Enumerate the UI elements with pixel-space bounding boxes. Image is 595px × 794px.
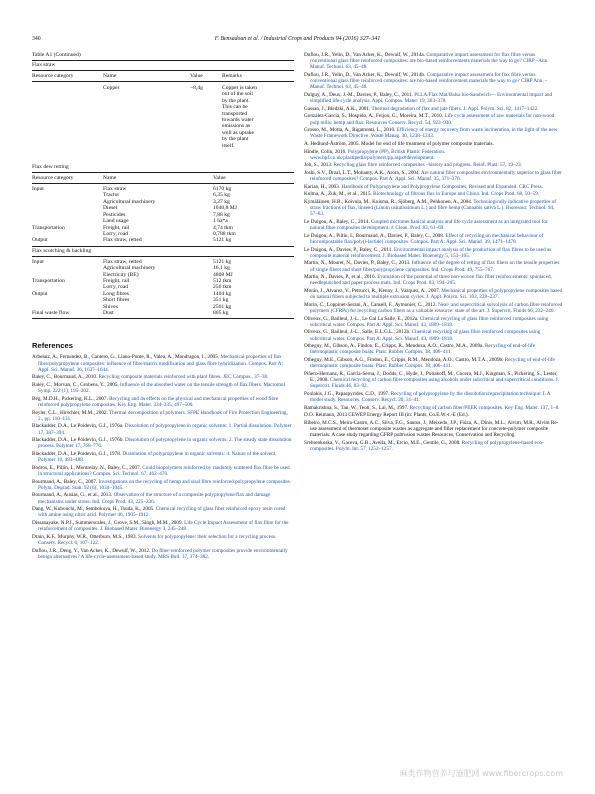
- remark-line: well as uptake: [222, 129, 254, 136]
- table-caption: Table A1 (Continued): [32, 52, 81, 58]
- reference-entry: [304, 302, 563, 314]
- reference-authors: Martin, N., Davies, P., et al., 2016.: [304, 274, 378, 281]
- reference-link[interactable]: Evaluation of the potential of three non-woven flax fiber reinforcements: spunlaced, needlepunched and paper process mats. Ind. Crops Prod. 83, 194–205.: [310, 274, 552, 287]
- table-rule: [32, 256, 294, 257]
- right-column: [304, 52, 563, 454]
- reference-link[interactable]: Recycling of end-of-life thermoplastic composite boats. Plast. Rubber Compos. 38, 406–411.: [310, 343, 536, 356]
- reference-authors: Ribeiro, M.C.S., Meira-Castro, A.C., Silva, F.G., Santos, J., Meixedo, J.P., Fiúza, A., Dinis, M.L., Alvim, M.R., Alvim Re-use assessment of thermoset composite wastes as aggregate and filler replacement for concrete-polymer composite materials: A case study regarding GFRP pultrusion wastes Resources, Conservation and Recycling.: [304, 419, 559, 439]
- remark-line: towards water: [222, 117, 254, 124]
- column-header: Name: [103, 175, 117, 182]
- dew-retting-header: [32, 173, 294, 183]
- reference-entry: [304, 52, 563, 71]
- scutching-table: [32, 259, 294, 317]
- table-cell-category: Input: [32, 186, 44, 193]
- reference-authors: Baley, C., Morvan, C., Grohens, Y., 2005.: [32, 381, 120, 388]
- table-cell-category: Transportation: [32, 224, 65, 231]
- reference-link[interactable]: Coupled micromechanical analysis and life cycle assessment as an integrated tool for natural fibre composites development. J. Clean. Prod. 83, 61–69.: [310, 218, 548, 232]
- table-cell-category: Output: [32, 290, 48, 297]
- reference-link[interactable]: Near- and supercritical solvolysis of carbon fibre reinforced polymers (CFRPs) for recycling carbon fibers as a valuable resource: state of the art. J. Supercrit. Fluids 66, 232–240.: [310, 301, 563, 314]
- reference-entry: [32, 423, 294, 435]
- reference-authors: Poulakis, J.G., Papaspyrides, C.D., 1997.: [304, 390, 391, 397]
- reference-authors: A. Hedlund-Åström, 2005. Model for end of life treatment of polymer composite materials.: [304, 140, 494, 147]
- reference-link[interactable]: Mechanical properties of polypropylene composites based on natural fibers subjected to multiple extrusion cycles. J. Appl. Polym. Sci. 103, 228–237.: [310, 287, 563, 301]
- reference-entry: [304, 371, 563, 390]
- reference-authors: Joshi, S.V., Drzal, L.T., Mohanty, A.K., Arora, S., 2004.: [304, 169, 421, 176]
- reference-authors: Oliveux, G., Bailleul, J.-L., Salle, E.L.G.L., 2012b.: [304, 329, 412, 336]
- reference-authors: Le Duigou, A., Pillin, I., Bourmaud, A., Davies, P., Baley, C., 2008.: [304, 232, 446, 239]
- table-cell-value: 351 kg: [213, 297, 229, 304]
- reference-entry: [304, 420, 563, 439]
- reference-authors: Drain, K.F., Murphy, W.R., Otterburn, M.S., 1983.: [32, 533, 139, 540]
- remark-line: by the plant.: [222, 97, 250, 104]
- reference-entry: [304, 329, 563, 341]
- reference-authors: Dang, W., Kubouchi, M., Sembokuya, H., Tsuda, K., 2005.: [32, 506, 156, 513]
- table-cell-value: 1 ha*a: [213, 218, 228, 225]
- reference-entry: [304, 274, 563, 286]
- reference-entry: [304, 412, 563, 418]
- table-cell-value: 1040,8 MJ: [213, 205, 237, 212]
- reference-entry: [32, 520, 294, 532]
- table-cell-value: 5121 kg: [213, 258, 232, 265]
- reference-authors: Blackadder, D.A., Le Poidevin, G.J., 1976b.: [32, 437, 126, 444]
- references-heading: References: [32, 341, 73, 351]
- column-header: Value: [190, 73, 203, 79]
- reference-entry: [304, 127, 563, 139]
- reference-authors: Kulma, A., Zuk, M., et al., 2015.: [304, 191, 374, 198]
- reference-authors: Srebrenkoska, V., Gaceva, G.B., Avella, M., Ercio, M.E., Gentile, G., 2008.: [304, 439, 462, 446]
- reference-entry: [304, 440, 563, 452]
- page-number: 340: [32, 36, 41, 42]
- reference-authors: Beg, M.D.H., Pickering, K.L., 2007.: [32, 395, 110, 402]
- reference-link[interactable]: Life cycle assessment of raw materials for non-wood pulp mills: hemp and flax. Resources Conserv. Recycl. 54, 923–930.: [310, 113, 555, 126]
- table-cell-value: 256 tkm: [213, 284, 232, 291]
- reference-link[interactable]: Recycling of end-of-life thermoplastic composite boats. Plast. Rubber Compos. 38, 406–411.: [310, 356, 555, 370]
- remark-line: itself.: [222, 142, 235, 149]
- reference-authors: Bourmaud, A., Baley, C., 2007.: [32, 478, 99, 485]
- remark-line: emissions as: [222, 123, 251, 130]
- table-cell-value: 7,88 kg: [213, 211, 230, 218]
- left-column: [32, 52, 294, 561]
- reference-entry: [304, 72, 563, 91]
- dew-retting-table: [32, 186, 294, 244]
- reference-link[interactable]: Comparative impact assessment for flax fibre versus conventional glass fibre reinforced composites: are bio-based reinforcements materials the way to go? CIRP –Ann. Manuf. Technol. 63, 45–48.: [310, 52, 549, 71]
- reference-entry: [304, 288, 563, 300]
- table-cell-value: 3,27 kg: [213, 198, 230, 205]
- table-cell-name: Diesel: [103, 205, 118, 212]
- table-rule: [32, 81, 294, 82]
- reference-link[interactable]: Chemical recycling of glass fibre reinforced composites using subcritical water. Compos. Part A: Appl. Sci. Manuf. 43, 1809–1818.: [310, 315, 549, 328]
- reference-entry: [304, 219, 563, 231]
- reference-authors: González-García, S., Hospido, A., Feijoo, G., Moreira, M.T., 2010.: [304, 113, 445, 120]
- reference-entry: [32, 382, 294, 394]
- column-header: Name: [103, 73, 117, 79]
- reference-link[interactable]: Are natural fiber composites environmentally superior to glass fiber reinforced composites? Compos. Part A: Appl. Sci. Manuf. 35, 371–376.: [310, 169, 562, 183]
- reference-link[interactable]: Technologically indicative properties of straw fractions of flax, linseed (Linum usitatissimum L.) and fibre hemp (Cannabis sativa L.). Bioresour. Technol. 94, 57–63.: [310, 198, 557, 218]
- reference-link[interactable]: Chemical recycling of glass fiber reinforced epoxy resin cured with amine using nitric acid. Polymer 46, 1905–1912.: [38, 506, 286, 519]
- reference-link[interactable]: Effect of recycling on mechanical behaviour of biocompostable flax/poly(l-lactide) composites. Compos. Part A: Appl. Sci. Manuf. 39, 1471–1478.: [310, 232, 544, 245]
- reference-link[interactable]: Polypropylene (PP), British Plastic Federation. www.bpf.co.uk/plastipedia/polymers/pp.aspx#development.: [310, 148, 446, 161]
- flax-straw-table: [32, 71, 294, 81]
- reference-entry: [32, 479, 294, 491]
- reference-entry: [304, 391, 563, 403]
- page-header: [32, 36, 563, 46]
- reference-entry: [304, 357, 563, 369]
- reference-entry: [304, 343, 563, 355]
- reference-link[interactable]: Environmental impact analysis of the production of flax fibres to be used as composite material reinforcement. J. Biobased Mater. Bioenergy 5, 153–165.: [310, 246, 552, 259]
- table-cell-name: Flax straw, retted: [103, 237, 142, 244]
- reference-link[interactable]: Influence of the degree of retting of flax fibers on the tensile properties of single fibers and short fiber/polypropylene composites. Ind. Crops Prod. 49, 755–767.: [310, 260, 560, 273]
- remark-line: Copper is taken: [222, 85, 258, 91]
- flax-straw-body: [32, 85, 294, 149]
- reference-authors: Karian, H., 2003.: [304, 183, 342, 190]
- reference-authors: Otheguy, M.E., Gibson, A.G., Findon, E., Cripps, R.M., Mendoza, A.O., Castro, M.T.A., 2009b.: [304, 356, 505, 363]
- section-scutching-title: Flax scutching & hackling: [32, 247, 92, 254]
- reference-link[interactable]: Recycling of polypropylene by the dissolution/reprecipitation technique: I. A model study. Resources. Conserv. Recycl. 20, 31–41.: [310, 390, 551, 403]
- reference-authors: Bourmaud, A., Ausias, G., et al., 2013.: [32, 492, 114, 499]
- reference-authors: Oliveux, G., Bailleul, J.-L., Le Gal La Salle, E., 2012a.: [304, 315, 420, 322]
- reference-link[interactable]: Recycling of carbon fiber/PEEK composites. Key Eng. Mater. 137, 1–8.: [409, 404, 560, 411]
- table-cell: [32, 85, 103, 149]
- table-cell-name: Long fibres: [103, 290, 129, 297]
- table-rule: [32, 183, 294, 184]
- table-cell-name: Freight, rail: [103, 224, 130, 231]
- reference-link[interactable]: PLLA/Flax Mat/Balsa bio-Sandwich— Environmental impact and simplified life cycle analysis. Appl. Compos. Mater. 19, 363–378.: [310, 92, 553, 105]
- table-row: [32, 237, 294, 243]
- reference-link[interactable]: Handbook of Polypropylene and Polypropylene Composites, Revised and Expanded. CRC Press.: [341, 183, 543, 190]
- reference-authors: Ramakrishna, S., Tan, W., Teoh, S., Lai, M., 1997.: [304, 404, 410, 411]
- reference-authors: Dissanayake, N.P.J., Summerscales, J., Grove, S.M., Singh, M.M., 2009.: [32, 519, 185, 526]
- reference-entry: [32, 548, 294, 560]
- table-header-row: [32, 173, 294, 183]
- reference-link[interactable]: Solvents for polypropylene: their selection for a recycling process. Conserv. Recycl. 6, 107–122.: [38, 533, 277, 546]
- reference-authors: Arbelaiz, A., Fernandez, B., Cantero, G., Llano-Ponte, R., Valea, A., Mondragon, I., 2005.: [32, 354, 221, 361]
- table-cell-name: Agricultural machinery: [103, 198, 156, 205]
- reference-authors: Le Duigou, A., Davies, P., Baley, C., 2011.: [304, 246, 394, 253]
- reference-authors: Morin, C., Loppinet-Serani, A., Cansell, F., Aymonier, C., 2012.: [304, 301, 439, 308]
- reference-authors: Piñero-Hernanz, R., García-Serna, J., Dodds, C., Hyde, J., Poliakoff, M., Cocero, M.J., Kingman, S., Pickering, S., Lester, E., 2008.: [304, 370, 558, 383]
- reference-authors: Job, S., 2013.: [304, 162, 334, 169]
- reference-authors: Otheguy, M., Gibson, A., Findon, E., Cripps, R., Mendoza, A.O., Castro, M.A., 2009a.: [304, 343, 485, 350]
- table-cell-name: Dust: [103, 309, 114, 316]
- reference-authors: Duflou, J.R., Yelin, D., Van Acker, K., Dewulf, W., 2014b.: [304, 72, 427, 78]
- reference-link[interactable]: Chemical recycling of carbon fibre composites using alcohols under subcritical and supercritical conditions. J. Supercrit. Fluids 46, 83–92.: [310, 376, 559, 390]
- reference-link[interactable]: Could biopolymers reinforced by randomly scattered flax fibre be used in structural applications? Compos. Sci. Technol. 67, 462–470.: [38, 464, 290, 477]
- table-cell-name: Flax straw, retted: [103, 258, 142, 265]
- reference-link[interactable]: Biotechnology of fibrous flax in Europe and China. Ind. Crops Prod. 68, 50–59.: [373, 191, 540, 198]
- reference-authors: Martin, N., Mouret, N., Davies, P., Baley, C., 2013.: [304, 260, 412, 267]
- table-cell-name: Flax straw: [103, 186, 127, 193]
- reference-entry: [304, 113, 563, 125]
- journal-citation: F. Bensadoun et al. / Industrial Crops and Products 94 (2016) 327–341: [214, 36, 381, 42]
- reference-entry: [304, 260, 563, 272]
- reference-entry: [32, 374, 294, 380]
- column-header: Resource category: [32, 175, 74, 182]
- reference-entry: [304, 199, 563, 218]
- table-row: [32, 310, 294, 316]
- reference-link[interactable]: Dissolution of polypropylene in organic solvents: 4. Nature of the solvent. Polymer 19, 483–488.: [38, 450, 277, 464]
- reference-authors: Baley, C., Bourmaud, A., 2010.: [32, 374, 99, 381]
- reference-entry: [304, 162, 563, 168]
- table-cell-value: 512 tkm: [213, 277, 232, 284]
- reference-entry: [32, 410, 294, 422]
- table-cell-name: Tractor: [103, 192, 120, 199]
- reference-authors: Grosso, M., Motta, A., Rigamonti, L., 2010.: [304, 127, 397, 134]
- reference-authors: Blackadder, D.A., Le Poidevin, G.J., 1978.: [32, 450, 123, 457]
- reference-entry: [32, 534, 294, 546]
- reference-link[interactable]: Chemical recycling of glass fibre reinforced composites using subcritical water. Compos. Part A: Appl. Sci. Manuf. 43, 1809–1818.: [310, 329, 541, 342]
- table-row: [32, 85, 294, 149]
- table-cell-value: 6170 kg: [213, 186, 232, 193]
- reference-entry: [304, 149, 563, 161]
- reference-link[interactable]: Dissolution of polypropylene in organic solvents: 1. Partial dissolution. Polymer 17, 387–394.: [38, 423, 292, 436]
- reference-entry: [32, 396, 294, 408]
- reference-entry: [32, 465, 294, 477]
- reference-entry: [304, 106, 563, 112]
- reference-authors: Duflou, J.R., Deng, Y., Van Acker, K., Dewulf, W., 2012.: [32, 547, 152, 554]
- reference-link[interactable]: Efficiency of energy recovery from waste incineration, in the light of the new Waste Framework Directive. Waste Manag. 30, 1238–1243.: [310, 127, 558, 140]
- remark-line: This can be: [222, 104, 248, 111]
- reference-entry: [304, 316, 563, 328]
- reference-authors: Duflou, J.R., Yelin, D., Van Acker, K., Dewulf, W., 2014a.: [304, 52, 427, 58]
- reference-link[interactable]: Recycling of polypropylene-based eco-composites. Polym. Int. 57, 1252–1257.: [310, 439, 544, 452]
- table-cell-category: Output: [32, 237, 48, 244]
- table-cell-name: Copper: [103, 85, 120, 91]
- reference-link[interactable]: Recycling composite materials reinforced with plant fibres. JEC Compos., 37–38.: [98, 374, 269, 381]
- reference-link[interactable]: Life Cycle Impact Assessment of flax fibre for the reinforcement of composites. J. Biobased Mater. Bioenergy 3, 245–248.: [38, 519, 289, 533]
- table-header-row: [32, 71, 294, 81]
- table-cell-category: Transportation: [32, 277, 65, 284]
- reference-link[interactable]: Do fiber-reinforced polymer composites provide environmentally benign alternatives? A life-cycle-assessment-based study. MRS Bull. 37, 374–382.: [38, 547, 288, 560]
- table-cell-name: Shives: [103, 303, 118, 310]
- remark-line: by the plant: [222, 136, 249, 143]
- reference-authors: D.O. Reimann, 2013 CEWEP Energy Report III (in: Plants, Co.E.W.-t.-E (Ed.).: [304, 412, 469, 419]
- reference-link[interactable]: Thermal decomposition of polymers. SFPE Handbook of Fire Protection Engineering, 2., pp. 110–131.: [38, 409, 288, 422]
- reference-entry: [32, 354, 294, 373]
- table-cell-value: 6,35 kg: [213, 192, 230, 199]
- column-header: Value: [213, 175, 226, 182]
- reference-authors: Gassan, J., Bledzki, A.K., 2001.: [304, 105, 372, 112]
- table-cell-value: 5121 kg: [213, 237, 232, 244]
- reference-entry: [304, 170, 563, 182]
- table-cell-value: −8,4g: [190, 85, 203, 91]
- reference-link[interactable]: Dissolution of polypropylene in organic solvents: 2. The steady state dissolution process. Polymer 17, 768–776.: [38, 437, 292, 450]
- reference-link[interactable]: Comparative impact assessment for flax fibre versus conventional glass fibre reinforced composites: are bio-based reinforcement materials the way to go? CIRP Ann. – Manuf. Technol. 63, 45–48.: [310, 72, 548, 91]
- reference-authors: Bodros, E., Pillin, I., Montrelay, N., Baley, C., 2007.: [32, 464, 143, 471]
- table-cell-value: 0,788 tkm: [213, 230, 236, 237]
- reference-link[interactable]: Influence of the absorbed water on the tensile strength of flax fibers. Macromol. Symp. 222 (1), 195–202.: [38, 381, 287, 395]
- reference-entry: [304, 191, 563, 197]
- table-cell-name: Lorry, road: [103, 284, 129, 291]
- table-cell-value: 1404 kg: [213, 290, 232, 297]
- reference-link[interactable]: Recycling glass fibre reinforced composites –history and progress. Reinf. Plast. 57, 19–23.: [333, 162, 522, 169]
- column-header: Resource category: [32, 73, 74, 79]
- reference-entry: [304, 141, 563, 147]
- reference-entry: [32, 437, 294, 449]
- table-cell-name: Pesticides: [103, 211, 126, 218]
- reference-entry: [32, 506, 294, 518]
- section-dew-retting-title: Flax dew retting: [32, 164, 69, 171]
- reference-entry: [304, 233, 563, 245]
- table-cell-value: 2561 kg: [213, 303, 232, 310]
- remark-line: out of the soil: [222, 91, 253, 98]
- reference-authors: Morán, J., Alvarez, V., Petrucci, R., Kenny, J., Vazquez, A., 2007.: [304, 287, 442, 294]
- table-cell-value: 4,74 tkm: [213, 224, 233, 231]
- watermark: 麻类作物营养与施肥网 www.fibercrops.com: [399, 769, 563, 778]
- table-cell-name: Short fibres: [103, 297, 130, 304]
- reference-authors: Beyler, C.L., Hirschler, M.M., 2002.: [32, 409, 110, 416]
- table-cell-value: 16,1 kg: [213, 265, 230, 272]
- table-cell-name: Agricultural machinery: [103, 265, 156, 272]
- references-list-left: [32, 354, 294, 560]
- reference-link[interactable]: Thermal degradation of flax and jute fibers. J. Appl. Polym. Sci. 82, 1417–1422.: [371, 105, 539, 112]
- reference-entry: [32, 451, 294, 463]
- section-flax-straw-title: Flax straw: [32, 62, 56, 68]
- table-cell-remarks: [222, 85, 294, 149]
- table-cell-category: Final waste flow: [32, 309, 70, 316]
- reference-link[interactable]: Observation of the structure of a composite polypropylene/flax and damage mechanisms under stress. Ind. Crops Prod. 43, 225–236.: [38, 492, 271, 505]
- reference-link[interactable]: Investigations on the recycling of hemp and sisal fibre reinforced polypropylene composites. Polym. Degrad. Stab. 92 (6), 1034–1045.: [38, 478, 291, 491]
- table-cell-category: Input: [32, 258, 44, 265]
- references-list-right: [304, 52, 563, 452]
- reference-entry: [304, 405, 563, 411]
- reference-entry: [304, 247, 563, 259]
- reference-link[interactable]: Recycling and its effects on the physical and mechanical properties of wood fibre reinforced polypropylene composites. Key Eng. Mater. 334–335, 497–500.: [38, 395, 279, 408]
- reference-authors: Blackadder, D.A., Le Poidevin, G.J., 1976a.: [32, 423, 125, 430]
- reference-authors: Dulguy, A., Deux, J.-M., Davies, P., Baley, C., 2011.: [304, 92, 415, 98]
- reference-entry: [304, 92, 563, 104]
- reference-authors: Hindle, Colin, 2016.: [304, 148, 348, 155]
- reference-authors: Kymäläinen, H.R., Koivula, M., Kuisma, R., Sjöberg, A.M., Pehkonen, A., 2004.: [304, 198, 474, 205]
- table-cell-value: 4808 MJ: [213, 271, 233, 278]
- reference-entry: [32, 492, 294, 504]
- table-cell-name: Electricity (BE): [103, 271, 139, 278]
- remark-line: transported: [222, 110, 248, 117]
- reference-entry: [304, 184, 563, 190]
- table-cell-name: Freight, rail: [103, 277, 130, 284]
- table-cell-value: 805 kg: [213, 309, 229, 316]
- reference-authors: Le Duigou, A., Baley, C., 2014.: [304, 218, 371, 225]
- column-header: Remarks: [222, 73, 242, 79]
- table-cell-name: Land usage: [103, 218, 129, 225]
- reference-link[interactable]: Mechanical properties of flax fibre/polypropylene composites: influence of fibre/matrix modification and glass fibre hybridization. Compos. Part A: Appl. Sci. Manuf. 36, 1637–1644.: [38, 354, 283, 373]
- table-cell-name: Lorry, road: [103, 230, 129, 237]
